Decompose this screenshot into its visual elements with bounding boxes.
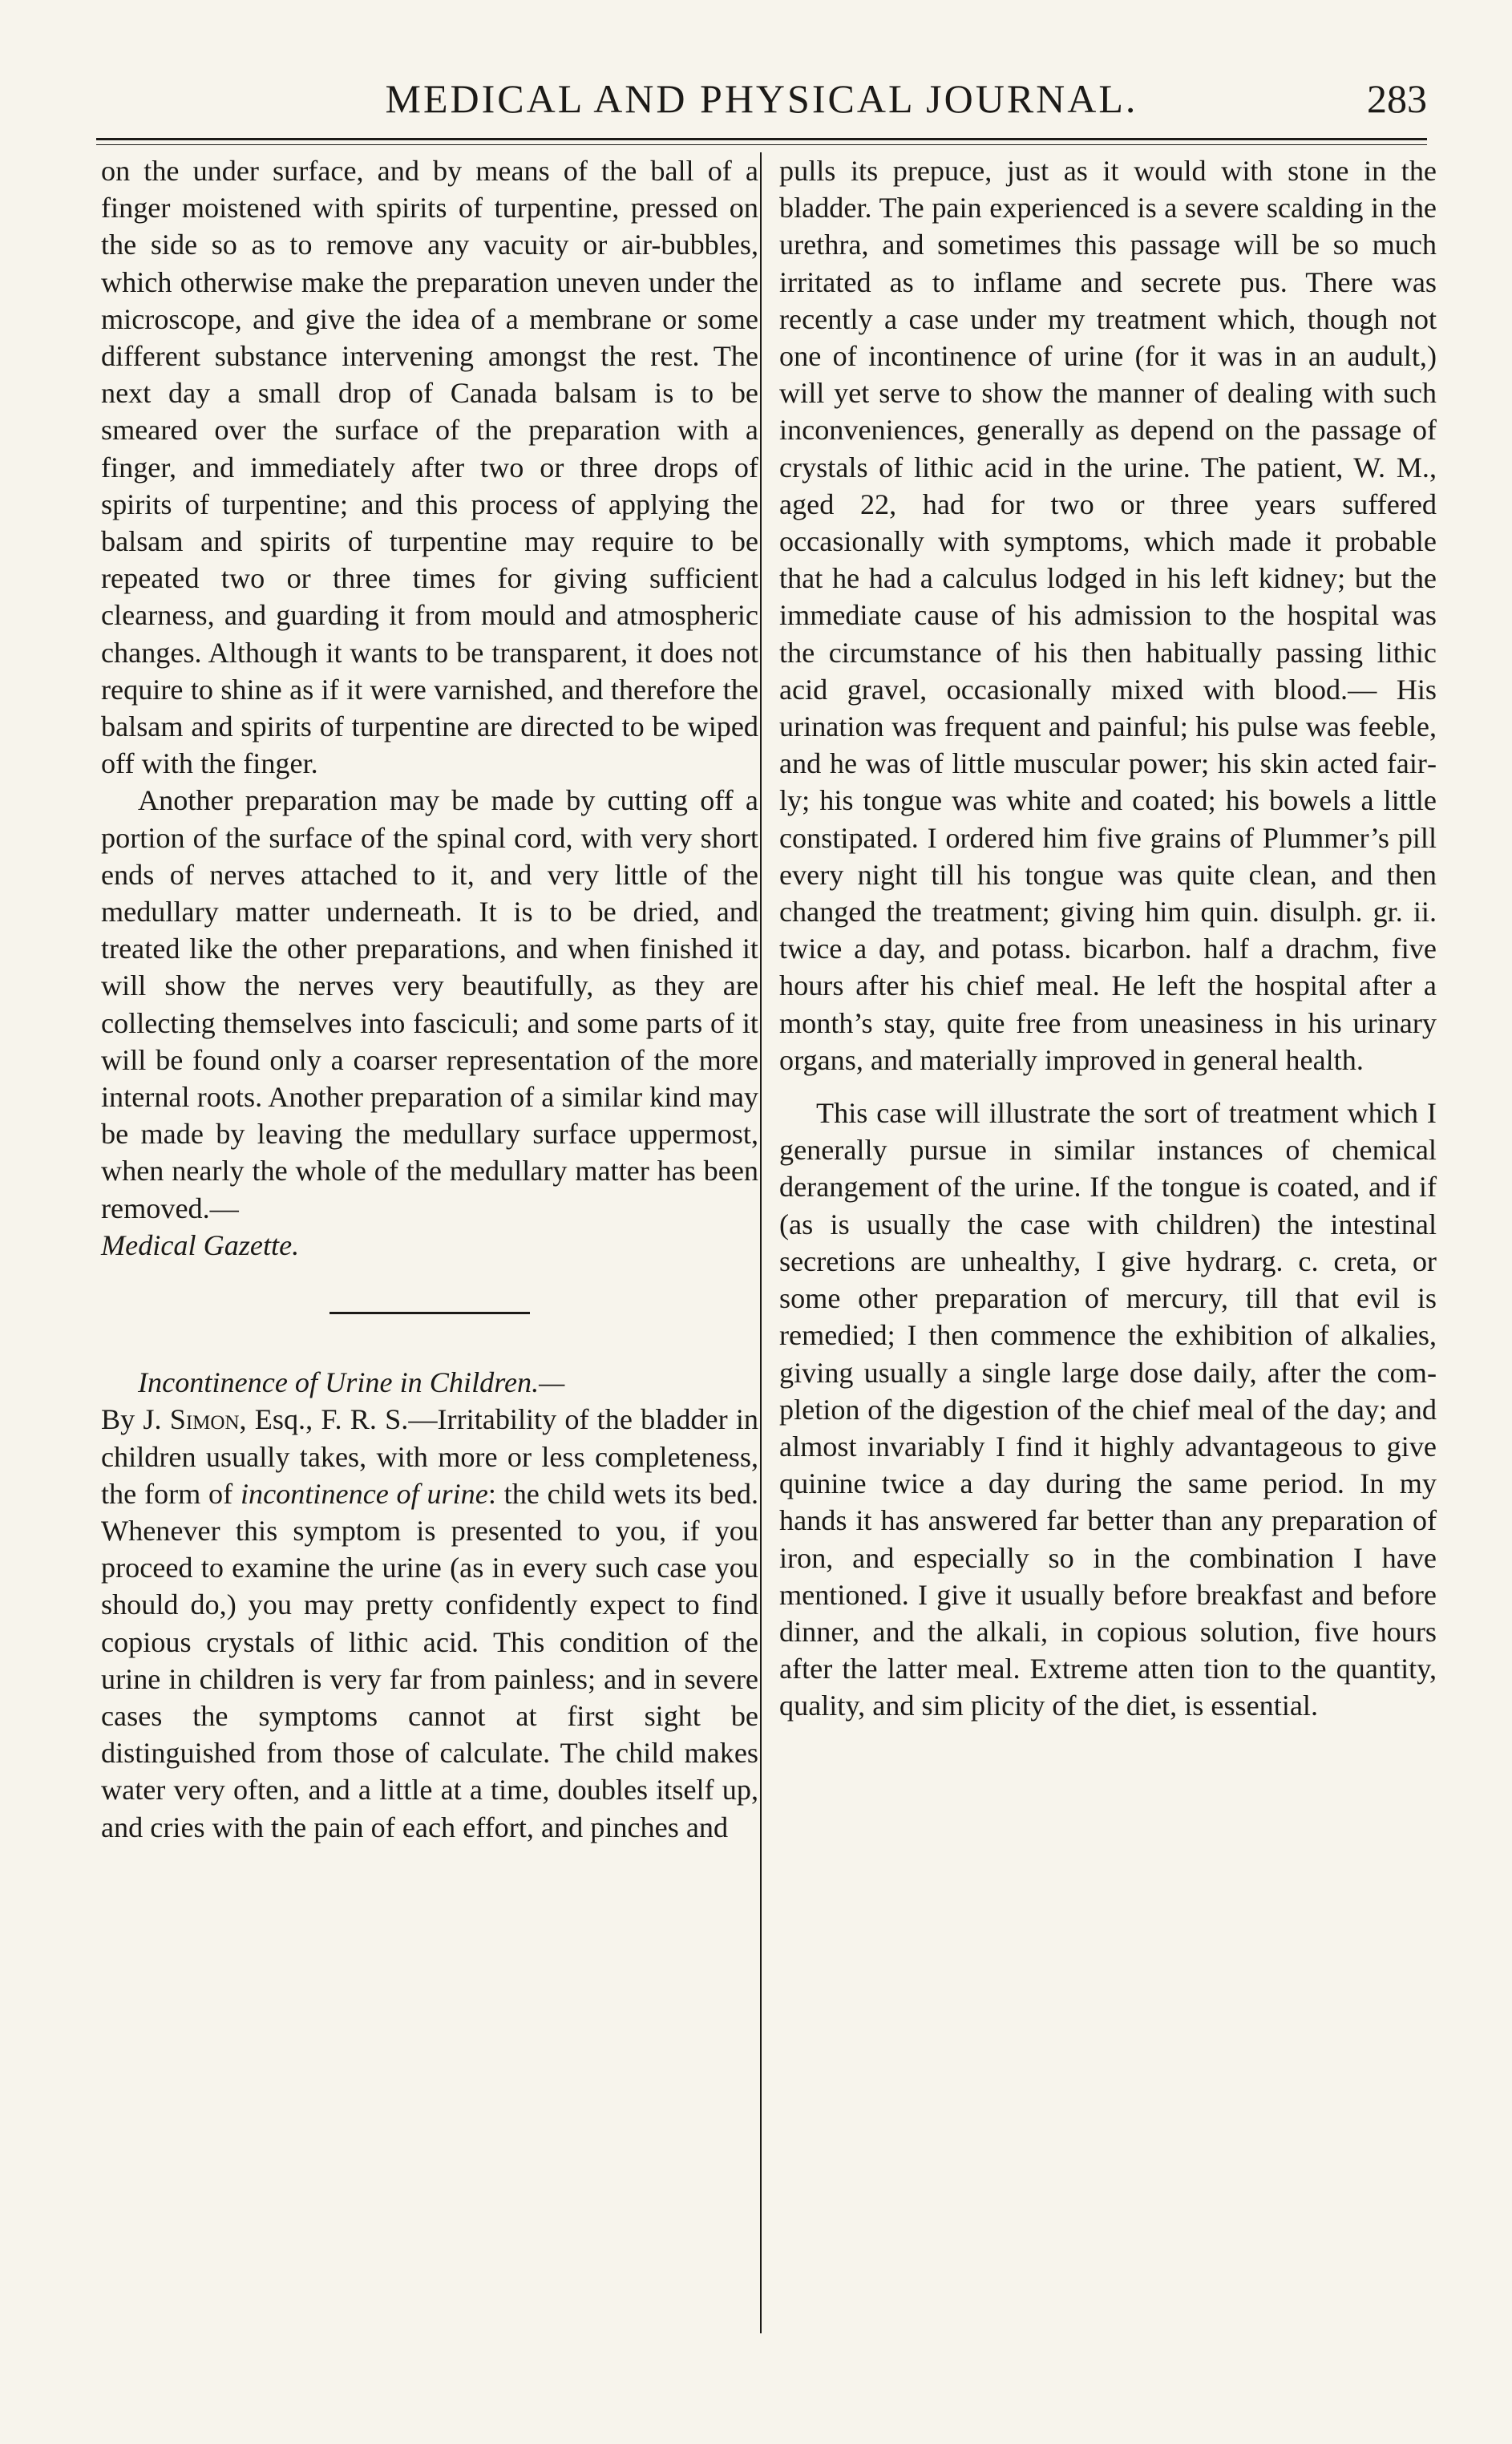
incontinence-text-b: : the child wets its bed. Whenever this symptom is presented to you, if you proceed to examine the urine (as in every such case you should do,) you may pretty confidently expect to find copious crystals of lithic acid. This condition of the urine in children is very far from painless; and in severe cases the symptoms cannot at first sight be distinguished from those of calculate. The child makes water very often, and a little at a time, doubles itself up, and cries with the pain of each effort, and pinches and [101, 1477, 758, 1843]
byline-prefix: By J. [101, 1403, 170, 1436]
paragraph-preparation-method: on the under surface, and by means of the ball of a finger moistened with spirits of turpentine, pressed on the side so as to remove any vacuity or air-bubbles, which otherwise make the preparation uneven under the microscope, and give the idea of a membrane or some different substance intervening amongst the rest. The next day a small drop of Canada balsam is to be smeared over the surface of the preparation with a finger, and immediately after two or three drops of spirits of turpentine; and this process of applying the balsam and spirits of turpentine may require to be repeated two or three times for giving sufficient clearness, and guarding it from mould and atmospheric changes. Although it wants to be transparent, it does not require to shine as if it were varnished, and therefore the balsam and spirits of turpentine are directed to be wiped off with the finger. [101, 155, 758, 780]
source-citation: Medical Gazette. [101, 1228, 300, 1261]
incontinence-text-a: , Esq., F. R. S.—Irritability of the bladder in children usually takes, with more or less completeness, the form of [101, 1403, 758, 1510]
header-rule [96, 138, 1427, 140]
section-divider [329, 1312, 530, 1314]
spinal-cord-text: Another preparation may be made by cutting off a portion of the surface of the spinal cord, with very short ends of nerves attached to it, and very little of the medullary matter underneath. It is to be dried, and treated like the other preparations, and when finished it will show the nerves very beautifully, as they are collecting themselves into fasciculi; and some parts of it will be found only a coarser representation of the more internal roots. Another preparation of a similar kind may be made by leaving the medullary surface uppermost, when nearly the whole of the medullary matter has been removed.— [101, 784, 758, 1224]
paragraph-case-report: pulls its prepuce, just as it would with stone in the bladder. The pain experienced is a severe scalding in the urethra, and sometimes this passage will be so much irritated as to inflame and secrete pus. There was recently a case under my treatment which, though not one of incontinence of urine (for it was in an audult,) will yet serve to show the manner of dealing with such inconveniences, generally as depend on the passage of crystals of lithic acid in the urine. The patient, W. M., aged 22, had for two or three years suffered occasionally with symptoms, which made it probable that he had a calculus lodged in his left kidney; but the immediate cause of his admission to the hospital was the circumstance of his then habitually passing lithic acid gravel, occasionally mixed with blood.— His urination was frequent and painful; his pulse was feeble, and he was of little muscular power; his skin acted fairly; his tongue was white and coated; his bowels a little constipated. I ordered him five grains of Plummer’s pill every night till his tongue was quite clean, and then changed the treatment; giving him quin. disulph. gr. ii. twice a day, and potass. bicarbon. half a drachm, five hours after his chief meal. He left the hospital after a month’s stay, quite free from uneasiness in his urinary organs, and materially improved in general health. [779, 155, 1437, 1076]
page-number: 283 [1367, 76, 1427, 121]
header-rule-thin [96, 144, 1427, 145]
right-column [779, 152, 1437, 1725]
paragraph-incontinence [101, 1364, 758, 1846]
running-head: MEDICAL AND PHYSICAL JOURNAL. [385, 76, 1138, 121]
column-divider [760, 152, 762, 2333]
left-column [101, 152, 758, 1846]
paragraph-treatment: This case will illustrate the sort of treatment which I generally pursue in similar instances of chemical derangement of the urine. If the tongue is coated, and if (as is usually the case with children) the intestinal secretions are unhealthy, I give hydrarg. c. creta, or some other preparation of mercury, till that evil is remedied; I then commence the exhibition of alkalies, giving usually a single large dose daily, after the completion of the digestion of the chief meal of the day; and almost invariably I find it highly advantageous to give quinine twice a day during the same period. In my hands it has answered far better than any preparation of iron, and especially so in the combination I have mentioned. I give it usually before breakfast and before dinner, and the alkali, in copious solution, five hours after the latter meal. Extreme atten tion to the quantity, quality, and sim plicity of the diet, is essential. [779, 1097, 1437, 1722]
author-name: Simon [169, 1403, 240, 1436]
page-header [96, 71, 1427, 127]
article-title: Incontinence of Urine in Children.— [138, 1366, 565, 1399]
italic-term: incontinence of urine [240, 1477, 488, 1510]
paragraph-spinal-cord [101, 782, 758, 1264]
